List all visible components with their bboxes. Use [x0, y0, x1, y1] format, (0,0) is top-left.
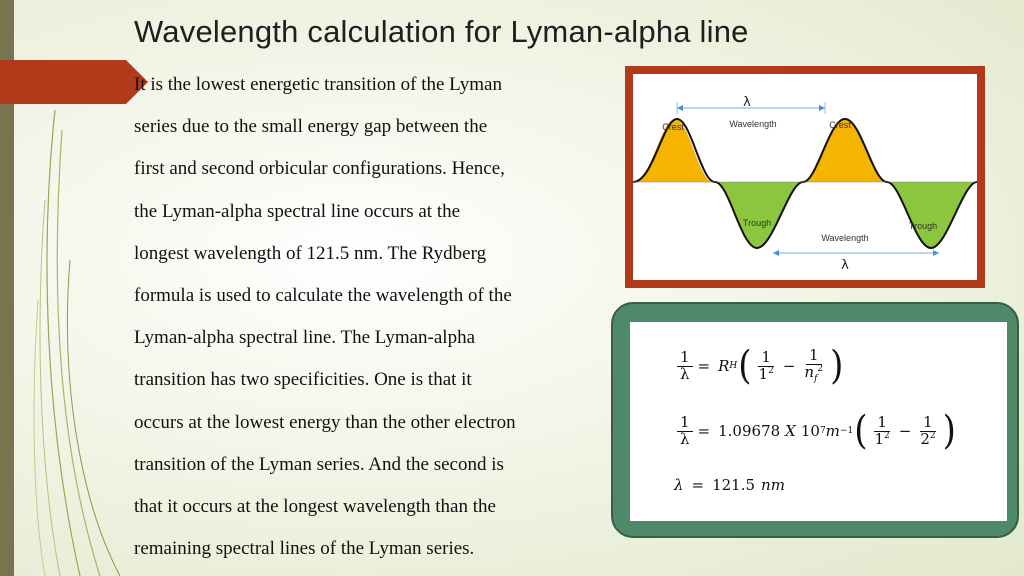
- eq2-minus: −: [898, 422, 912, 440]
- eq1-f2-num: 1: [806, 348, 822, 365]
- equation-panel: [611, 302, 1019, 538]
- eq2-f1-den-exp: 2: [884, 430, 890, 441]
- lambda-bottom-label: λ: [841, 258, 849, 273]
- title-arrow-tab: [0, 60, 148, 104]
- eq2-open-paren: (: [854, 408, 868, 454]
- eq1-lhs-num: 1: [677, 350, 693, 367]
- eq2-power-exp: 7: [819, 426, 826, 436]
- body-paragraph: [134, 64, 609, 570]
- body-line: Lyman-alpha spectral line. The Lyman-alpha: [134, 327, 475, 349]
- trough-fill: [715, 182, 803, 248]
- eq2-lhs-den: λ: [680, 429, 690, 448]
- body-line: longest wavelength of 121.5 nm. The Rydberg: [134, 242, 487, 264]
- eq3-unit: nm: [761, 476, 785, 494]
- wave-diagram-frame: [625, 66, 985, 288]
- body-line: transition has two specificities. One is that it: [134, 369, 472, 391]
- wavelength-top-label: Wavelength: [729, 119, 777, 129]
- eq2-close-paren: ): [942, 408, 956, 454]
- eq1-lhs-den: λ: [680, 364, 690, 383]
- eq2-f1-num: 1: [874, 415, 890, 432]
- eq1-f2-den: n: [804, 362, 815, 381]
- wavelength-result: [674, 476, 785, 494]
- rydberg-formula: [674, 343, 844, 390]
- eq1-f1-num: 1: [758, 350, 774, 367]
- trough-label-2: Trough: [908, 221, 938, 231]
- body-line: formula is used to calculate the wavelength of the: [134, 284, 512, 306]
- body-line: occurs at the lowest energy than the other electron: [134, 411, 516, 433]
- eq1-equals: =: [697, 357, 711, 376]
- trough-label-1: Trough: [742, 218, 772, 228]
- eq1-open-paren: (: [738, 343, 752, 390]
- body-line: that it occurs at the longest wavelength than the: [134, 495, 496, 517]
- eq2-f2-den-exp: 2: [929, 430, 936, 441]
- eq1-f2-den-exp: 2: [817, 363, 824, 374]
- eq2-lhs-num: 1: [677, 415, 693, 432]
- eq1-f1-den-exp: 2: [768, 365, 774, 376]
- crest-label-1: Crest: [662, 122, 684, 132]
- crest-label-2: Crest: [829, 120, 851, 130]
- eq2-value: 1.09678: [718, 422, 781, 440]
- wavelength-bottom-label: Wavelength: [821, 233, 869, 243]
- page-title: Wavelength calculation for Lyman-alpha line: [134, 14, 749, 49]
- lambda-top-label: λ: [743, 95, 751, 110]
- eq2-times: X: [785, 422, 796, 440]
- body-line: transition of the Lyman series. And the second is: [134, 453, 504, 475]
- eq2-f2-den: 2: [920, 429, 930, 448]
- eq1-f2-den-sub: f: [814, 373, 818, 384]
- eq3-value: 121.5: [712, 476, 756, 494]
- eq1-constant-sub: H: [729, 361, 738, 372]
- eq2-power-base: 10: [800, 422, 820, 440]
- body-line: It is the lowest energetic transition of the Lyman: [134, 74, 502, 95]
- eq2-f2-num: 1: [920, 415, 936, 432]
- body-line: first and second orbicular configurations. Hence,: [134, 158, 505, 180]
- eq1-close-paren: ): [830, 343, 844, 390]
- eq3-equals: =: [691, 476, 705, 494]
- eq1-constant: R: [718, 357, 730, 376]
- body-line: series due to the small energy gap between the: [134, 116, 488, 138]
- trough-fill: [887, 182, 977, 248]
- eq3-lhs: λ: [674, 476, 684, 494]
- body-line: remaining spectral lines of the Lyman series.: [134, 538, 475, 560]
- eq1-minus: −: [782, 357, 796, 376]
- eq2-unit: m: [825, 422, 840, 440]
- equation-box: [630, 322, 1007, 521]
- eq2-f1-den: 1: [874, 429, 884, 448]
- eq2-equals: =: [697, 422, 711, 440]
- eq1-f1-den: 1: [758, 364, 769, 383]
- rydberg-substituted: [674, 408, 957, 454]
- eq2-unit-exp: −1: [839, 426, 854, 436]
- wave-diagram: [633, 74, 977, 280]
- body-line: the Lyman-alpha spectral line occurs at the: [134, 200, 461, 222]
